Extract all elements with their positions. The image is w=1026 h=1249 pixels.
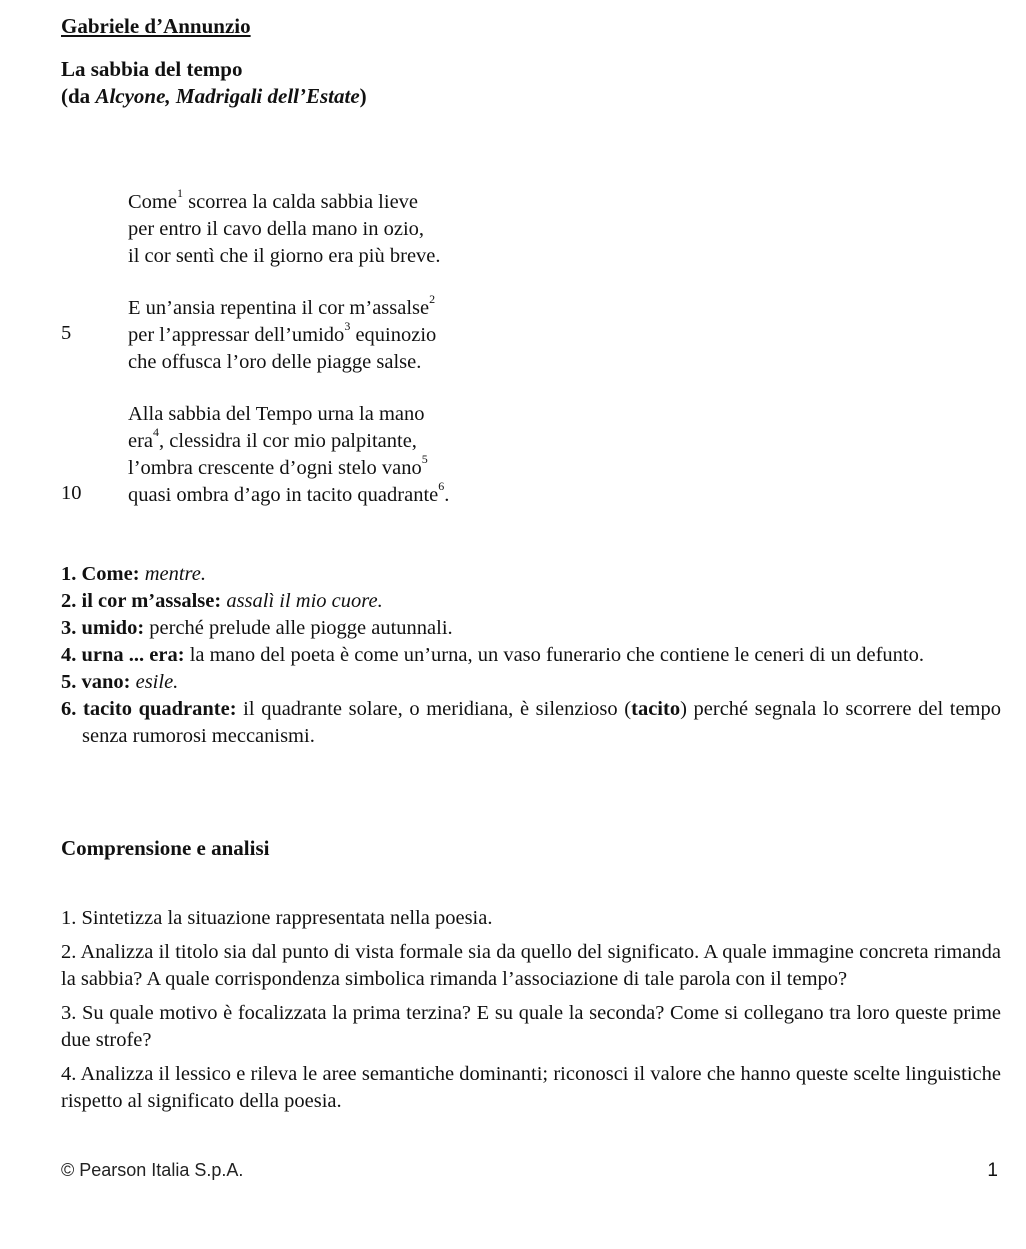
verse-line-5: per l’appressar dell’umido$^3$ equinozio bbox=[128, 319, 437, 346]
author-heading: Gabriele d’Annunzio bbox=[61, 14, 251, 38]
verse-line-8: era$^4$, clessidra il cor mio palpitante, bbox=[128, 425, 417, 452]
question-2: 2. Analizza il titolo sia dal punto di vista formale sia da quello del significato. A quale immagine concreta rimanda la sabbia? A quale corrispondenza simbolica rimanda l’associazione di tale parola con il tempo? bbox=[61, 941, 1001, 990]
footnote-4: 4. urna ... era: la mano del poeta è come un’urna, un vaso funerario che contiene le ceneri di un defunto. bbox=[61, 644, 924, 666]
verse-line-10: quasi ombra d’ago in tacito quadrante$^6$. bbox=[128, 479, 450, 506]
footnote-5: 5. vano: esile. bbox=[61, 671, 179, 693]
question-4: 4. Analizza il lessico e rileva le aree semantiche dominanti; riconosci il valore che hanno queste scelte linguistiche rispetto al significato della poesia. bbox=[61, 1063, 1001, 1112]
footnote-6: 6. tacito quadrante: il quadrante solare, o meridiana, è silenzioso (tacito) perché segnala lo scorrere del tempo senza rumorosi meccanismi. bbox=[61, 698, 1002, 747]
verse-line-3: il cor sentì che il giorno era più breve. bbox=[128, 245, 441, 267]
copyright-footer: © Pearson Italia S.p.A. bbox=[61, 1160, 244, 1180]
footnote-2: 2. il cor m’assalse: assalì il mio cuore. bbox=[61, 590, 383, 612]
verse-line-7: Alla sabbia del Tempo urna la mano bbox=[128, 403, 425, 425]
verse-line-4: E un’ansia repentina il cor m’assalse$^2$ bbox=[128, 292, 436, 319]
footnote-1: 1. Come: mentre. bbox=[61, 563, 206, 585]
verse-line-2: per entro il cavo della mano in ozio, bbox=[128, 218, 425, 240]
line-number-10: 10 bbox=[61, 482, 82, 504]
poem-title: La sabbia del tempo bbox=[61, 57, 243, 81]
section-title: Comprensione e analisi bbox=[61, 836, 270, 860]
footnote-3: 3. umido: perché prelude alle piogge autunnali. bbox=[61, 617, 453, 639]
line-number-5: 5 bbox=[61, 322, 72, 344]
verse-line-6: che offusca l’oro delle piagge salse. bbox=[128, 351, 422, 373]
footnotes bbox=[61, 561, 1001, 750]
poem-source: (da Alcyone, Madrigali dell’Estate) bbox=[61, 84, 367, 108]
question-1: 1. Sintetizza la situazione rappresentata nella poesia. bbox=[61, 907, 493, 929]
questions-list bbox=[61, 905, 1001, 1122]
question-3: 3. Su quale motivo è focalizzata la prima terzina? E su quale la seconda? Come si collegano tra loro queste prime due strofe? bbox=[61, 1002, 1001, 1051]
page-number: 1 bbox=[987, 1160, 998, 1181]
verse-line-1: Come$^1$ scorrea la calda sabbia lieve bbox=[128, 186, 419, 213]
verse-line-9: l’ombra crescente d’ogni stelo vano$^5$ bbox=[128, 452, 428, 479]
